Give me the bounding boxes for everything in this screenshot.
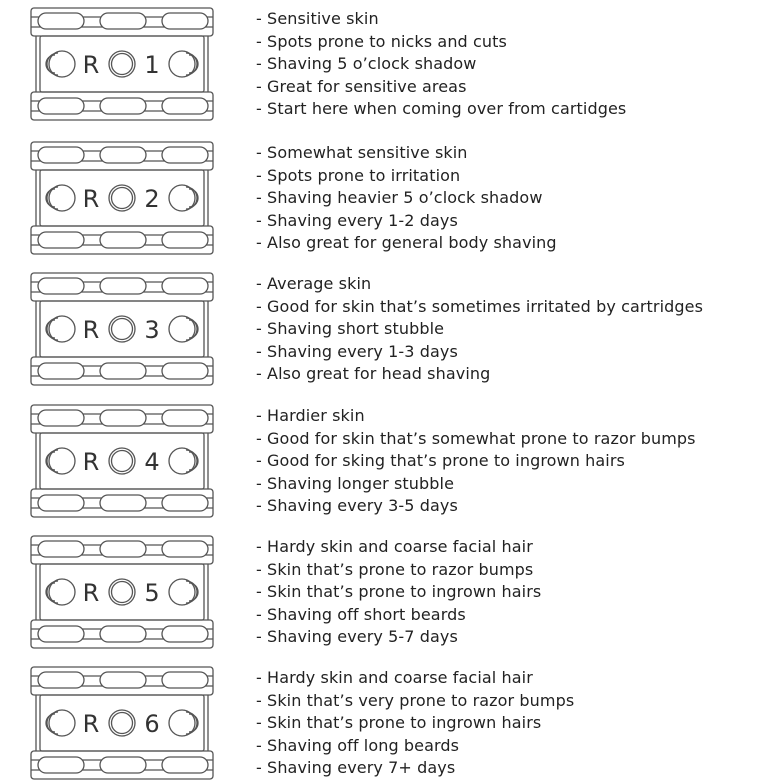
setting-description-item: - Shaving every 1-2 days (256, 210, 458, 230)
setting-row-5 (0, 533, 783, 651)
setting-description-item: - Shaving 5 o’clock shadow (256, 54, 477, 74)
setting-letter: R (82, 316, 100, 344)
setting-description-item: - Spots prone to irritation (256, 165, 461, 185)
setting-description-list (256, 273, 703, 386)
setting-description-item: - Great for sensitive areas (256, 76, 467, 96)
setting-description-item: - Skin that’s prone to ingrown hairs (256, 582, 542, 602)
setting-row-6 (0, 664, 783, 782)
setting-row-3 (0, 270, 783, 388)
setting-description-item: - Shaving longer stubble (256, 473, 455, 493)
setting-number: 2 (144, 185, 160, 213)
razor-plate-icon (28, 533, 218, 651)
razor-plate-icon (28, 5, 218, 123)
setting-description-item: - Hardy skin and coarse facial hair (256, 537, 533, 556)
setting-letter: R (82, 710, 100, 738)
setting-description-item: - Somewhat sensitive skin (256, 143, 468, 162)
setting-description-list (256, 405, 696, 518)
setting-description-item: - Shaving every 3-5 days (256, 496, 458, 516)
setting-row-4 (0, 402, 783, 520)
setting-description-item: - Also great for general body shaving (256, 233, 557, 253)
setting-description-item: - Shaving every 7+ days (256, 758, 456, 778)
setting-description-list (256, 536, 541, 649)
razor-plate-icon (28, 664, 218, 782)
setting-number: 3 (144, 316, 160, 344)
setting-number: 4 (144, 448, 160, 476)
setting-number: 6 (144, 710, 160, 738)
setting-description-item: - Average skin (256, 274, 372, 293)
setting-description-list (256, 667, 574, 780)
setting-description-list (256, 142, 557, 255)
setting-description-item: - Skin that’s prone to ingrown hairs (256, 713, 542, 733)
setting-description-item: - Hardier skin (256, 406, 365, 425)
setting-description-item: - Hardy skin and coarse facial hair (256, 668, 533, 687)
setting-letter: R (82, 185, 100, 213)
setting-description-item: - Shaving every 1-3 days (256, 341, 458, 361)
setting-description-item: - Shaving heavier 5 o’clock shadow (256, 188, 543, 208)
setting-description-item: - Sensitive skin (256, 9, 379, 28)
razor-plate-icon (28, 270, 218, 388)
setting-description-item: - Good for skin that’s sometimes irritated by cartridges (256, 296, 704, 316)
setting-letter: R (82, 448, 100, 476)
setting-number: 5 (144, 579, 160, 607)
setting-description-item: - Shaving every 5-7 days (256, 627, 458, 647)
setting-description-item: - Shaving off short beards (256, 604, 466, 624)
setting-row-1 (0, 5, 783, 123)
setting-description-item: - Spots prone to nicks and cuts (256, 31, 507, 51)
setting-row-2 (0, 139, 783, 257)
razor-plate-icon (28, 402, 218, 520)
setting-description-item: - Skin that’s prone to razor bumps (256, 559, 534, 579)
setting-description-item: - Good for sking that’s prone to ingrown hairs (256, 451, 625, 471)
setting-description-list (256, 8, 626, 121)
setting-number: 1 (144, 51, 160, 79)
setting-letter: R (82, 579, 100, 607)
setting-description-item: - Shaving short stubble (256, 319, 445, 339)
setting-description-item: - Start here when coming over from cartidges (256, 99, 627, 119)
setting-description-item: - Skin that’s very prone to razor bumps (256, 690, 575, 710)
razor-plate-icon (28, 139, 218, 257)
setting-description-item: - Also great for head shaving (256, 364, 491, 384)
setting-letter: R (82, 51, 100, 79)
setting-description-item: - Shaving off long beards (256, 735, 460, 755)
setting-description-item: - Good for skin that’s somewhat prone to razor bumps (256, 428, 696, 448)
